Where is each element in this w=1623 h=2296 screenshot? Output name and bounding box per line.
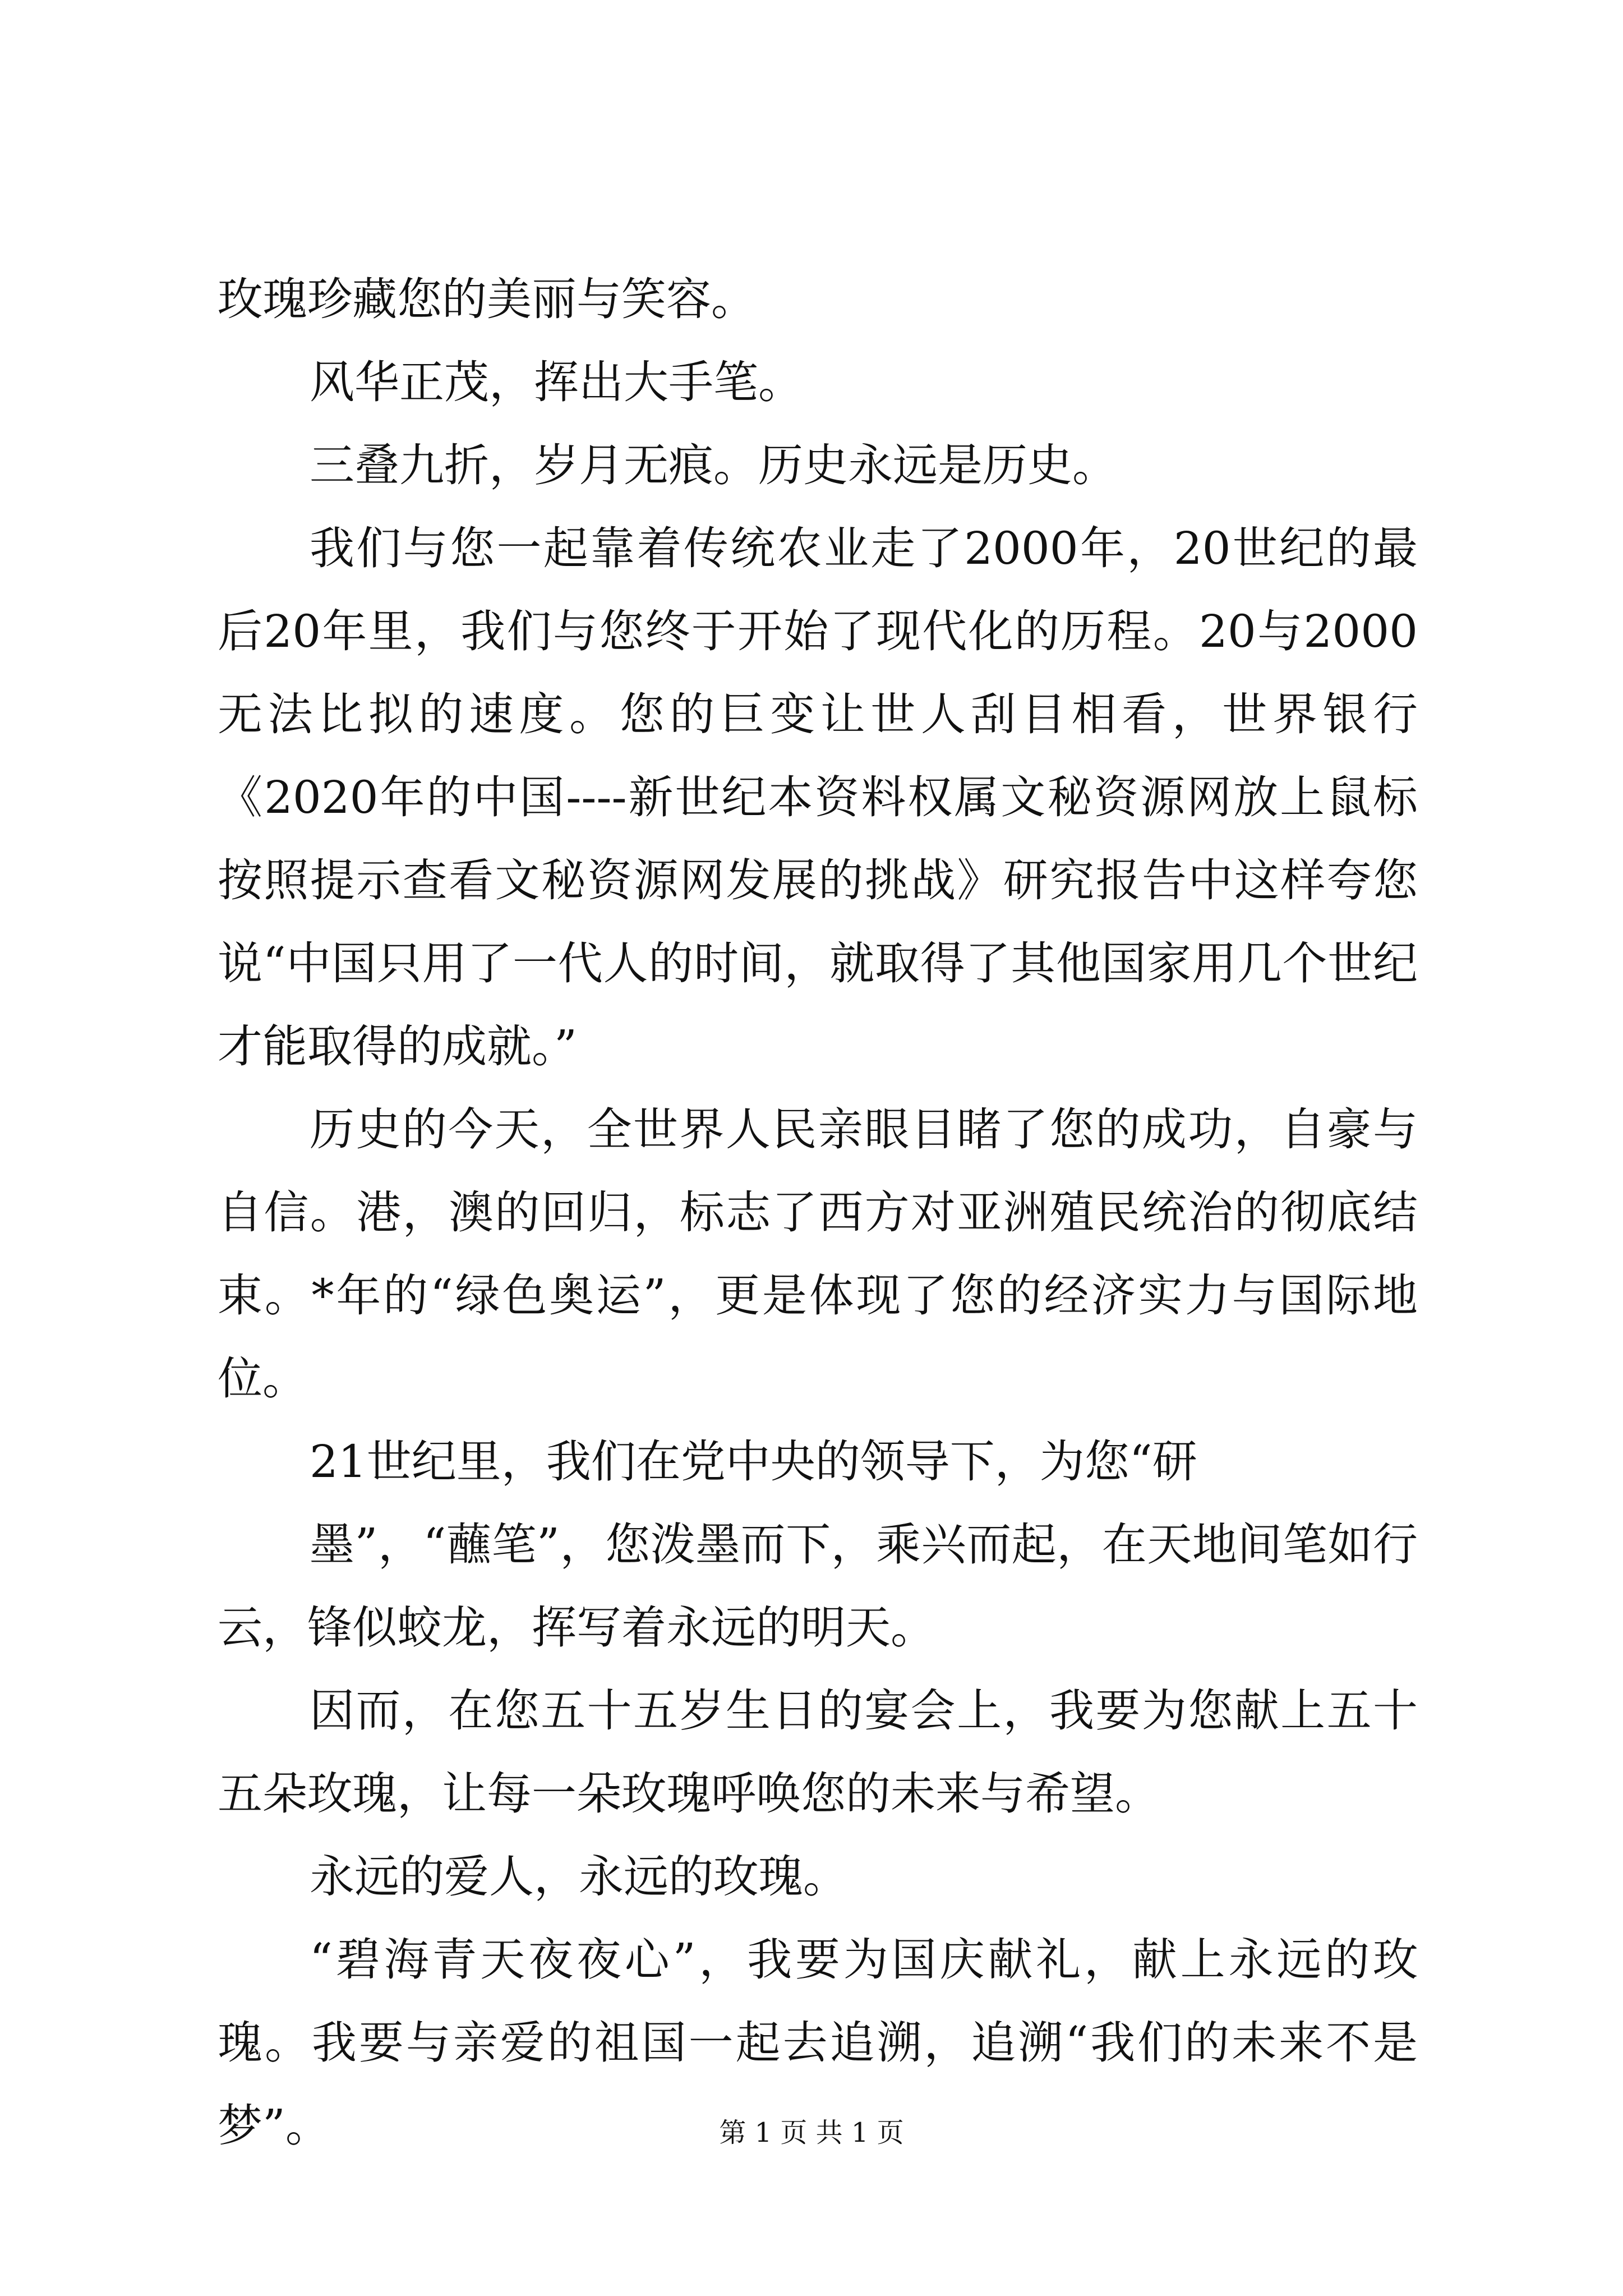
- paragraph-9: 永远的爱人，永远的玫瑰。: [310, 1851, 848, 1903]
- paragraph-6: 21世纪里，我们在党中央的领导下，为您“研: [310, 1435, 1197, 1488]
- paragraph-5: 历史的今天，全世界人民亲眼目睹了您的成功，自豪与自信。港，澳的回归，标志了西方对亚洲殖民统治的彻底结束。*年的“绿色奥运”，更是体现了您的经济实力与国际地位。: [218, 1103, 1418, 1405]
- paragraph-2: 风华正茂，挥出大手笔。: [310, 356, 803, 408]
- paragraph-3: 三叠九折，岁月无痕。历史永远是历史。: [310, 439, 1117, 491]
- document-body: [218, 258, 1418, 2168]
- paragraph-8: 因而，在您五十五岁生日的宴会上，我要为您献上五十五朵玫瑰，让每一朵玫瑰呼唤您的未来与希望。: [218, 1685, 1418, 1820]
- paragraph-4: 我们与您一起靠着传统农业走了2000年，20世纪的最后20年里，我们与您终于开始了现代化的历程。20与2000无法比拟的速度。您的巨变让世人刮目相看，世界银行《2020年的中国----新世纪本资料权属文秘资源网放上鼠标按照提示查看文秘资源网发展的挑战》研究报告中这样夸您说“中国只用了一代人的时间，就取得了其他国家用几个世纪才能取得的成就。”: [218, 522, 1418, 1073]
- paragraph-10: “碧海青天夜夜心”，我要为国庆献礼，献上永远的玫瑰。我要与亲爱的祖国一起去追溯，追溯“我们的未来不是梦”。: [218, 1934, 1418, 2152]
- paragraph-1: 玫瑰珍藏您的美丽与笑容。: [218, 273, 756, 325]
- page-footer: 第 1 页 共 1 页: [719, 2117, 904, 2148]
- paragraph-7: 墨”，“蘸笔”，您泼墨而下，乘兴而起，在天地间笔如行云，锋似蛟龙，挥写着永远的明天。: [218, 1519, 1418, 1654]
